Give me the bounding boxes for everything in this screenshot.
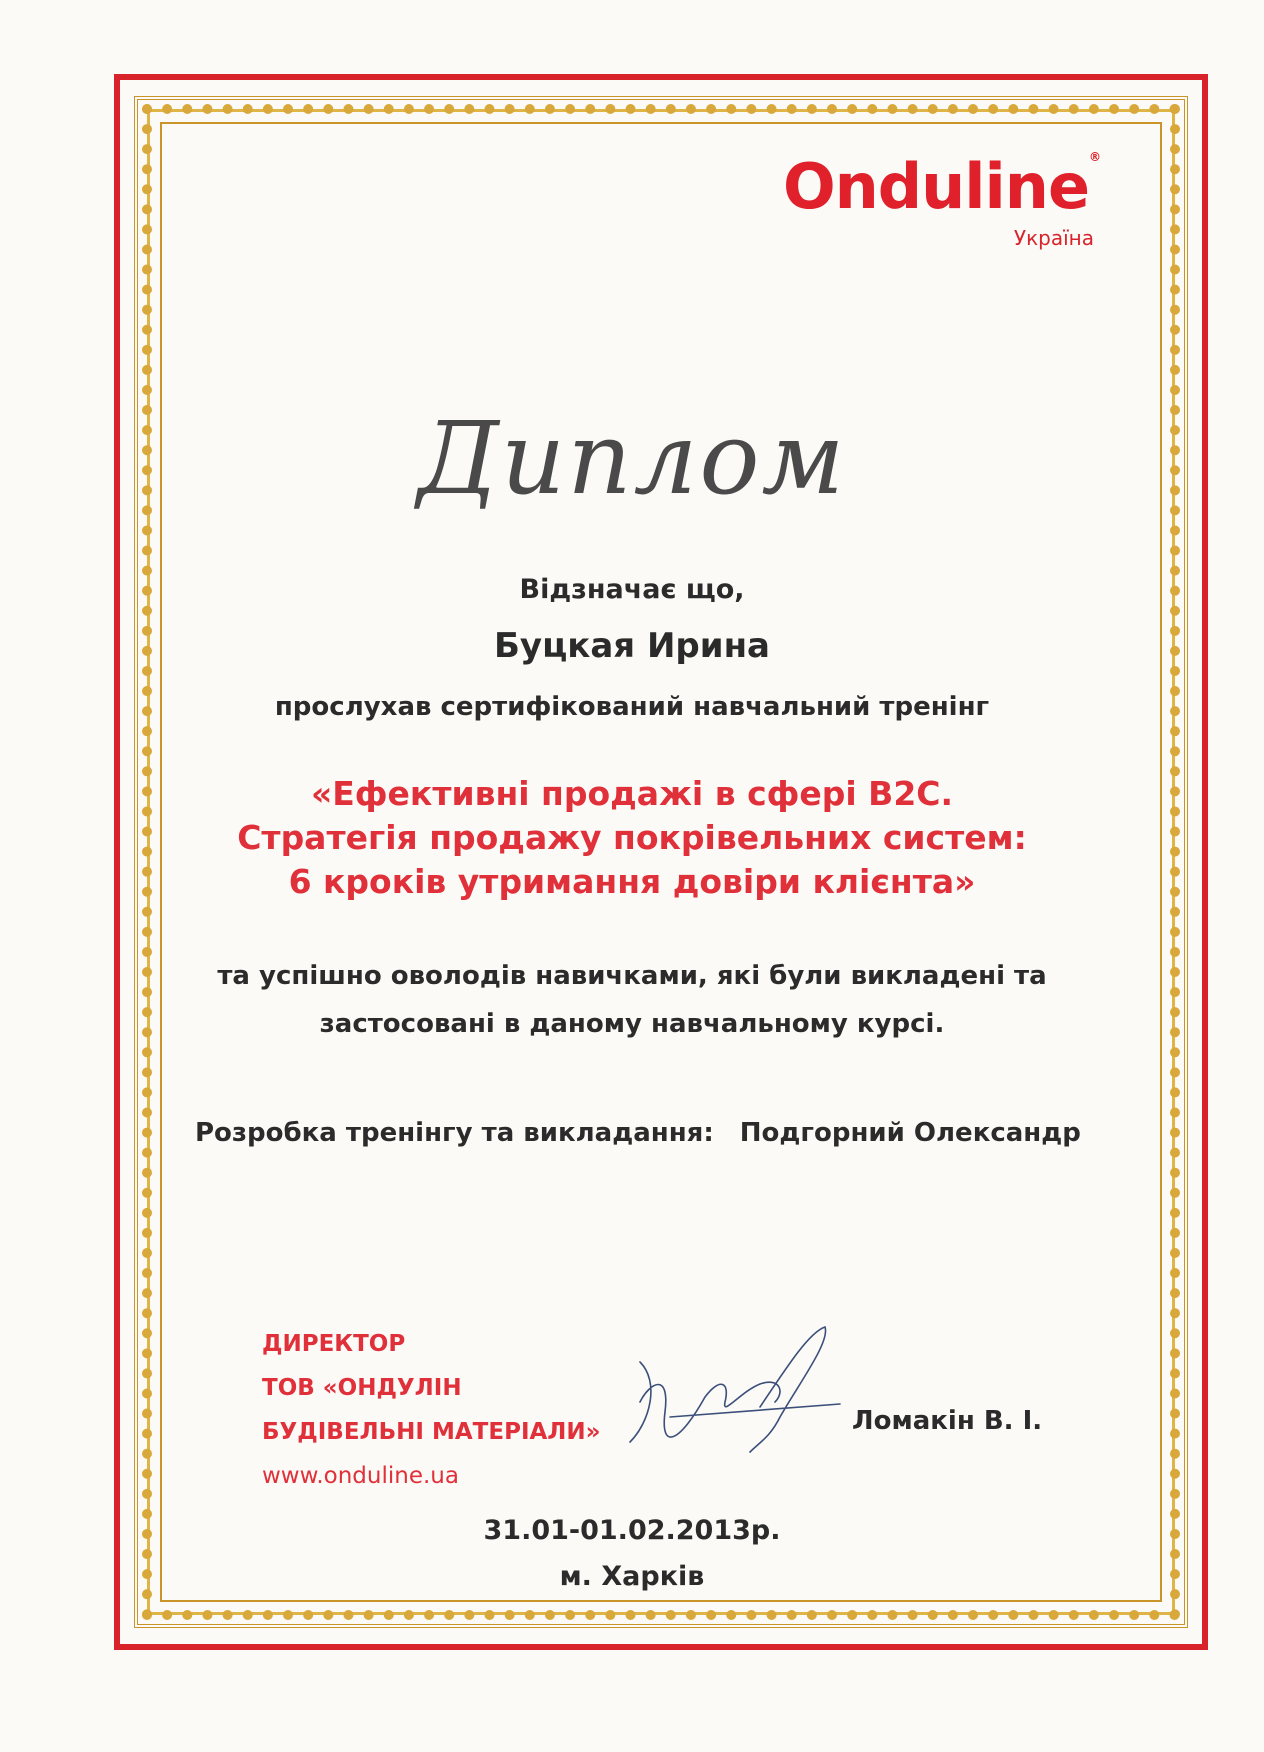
course-line: 6 кроків утримання довіри клієнта» — [288, 862, 976, 901]
date-text: 31.01-01.02.2013р. — [483, 1515, 781, 1546]
course-title — [0, 772, 1264, 904]
logo-brand: Onduline — [782, 150, 1089, 223]
logo-region: Україна — [1013, 226, 1094, 250]
director-block — [262, 1322, 601, 1498]
skills-text — [0, 952, 1264, 1048]
director-line: ТОВ «ОНДУЛІН — [262, 1375, 462, 1401]
registered-mark-icon: ® — [1089, 150, 1100, 164]
director-line: БУДІВЕЛЬНІ МАТЕРІАЛИ» — [262, 1419, 601, 1445]
date-place — [0, 1508, 1264, 1600]
city-text: м. Харків — [559, 1561, 705, 1592]
course-line: Стратегія продажу покрівельних систем: — [237, 818, 1027, 857]
developer-line — [195, 1118, 1081, 1148]
skills-line: застосовані в даному навчальному курсі. — [319, 1009, 945, 1039]
onduline-logo — [760, 150, 1100, 260]
recipient-name: Буцкая Ирина — [493, 626, 771, 666]
completed-text: прослухав сертифікований навчальний тренінг — [274, 692, 990, 722]
website-link: www.onduline.ua — [262, 1463, 459, 1489]
diploma-title: Диплом — [417, 400, 847, 517]
director-line: ДИРЕКТОР — [262, 1331, 406, 1357]
intro-text: Відзначає що, — [519, 574, 745, 605]
skills-line: та успішно оволодів навичками, які були викладені та — [217, 961, 1047, 991]
course-line: «Ефективні продажі в сфері В2С. — [310, 774, 954, 813]
handwritten-signature — [610, 1322, 850, 1472]
developer-name: Подгорний Олександр — [739, 1118, 1081, 1148]
signer-name: Ломакін В. І. — [852, 1406, 1043, 1436]
developer-label: Розробка тренінгу та викладання: — [195, 1118, 714, 1148]
